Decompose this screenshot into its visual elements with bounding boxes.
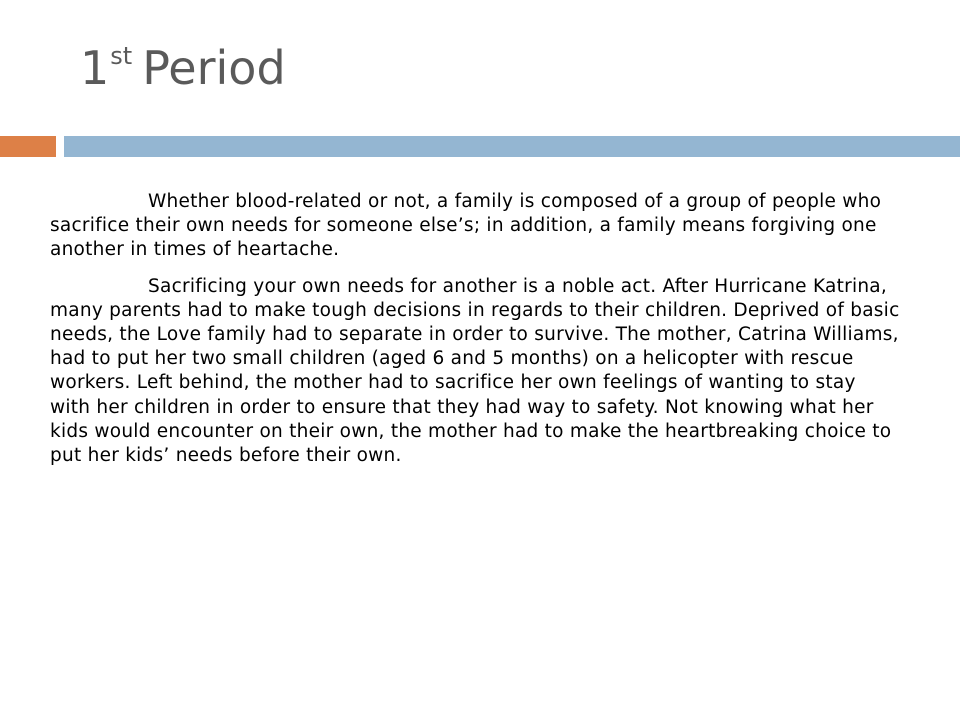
accent-bar-left xyxy=(0,136,56,157)
title-number: 1 xyxy=(80,41,110,95)
slide-body xyxy=(50,190,900,480)
title-word: Period xyxy=(142,41,286,95)
paragraph-1 xyxy=(50,190,900,263)
slide-title xyxy=(80,42,286,95)
paragraph-2-text: Sacrificing your own needs for another is a noble act. After Hurricane Katrina, many parents had to make tough decisions in regards to their children. Deprived of basic needs, the Love family had to separate in order to survive. The mother, Catrina Williams, had to put her two small children (aged 6 and 5 months) on a helicopter with rescue workers. Left behind, the mother had to sacrifice her own feelings of wanting to stay with her children in order to ensure that they had way to safety. Not knowing what her kids would encounter on their own, the mother had to make the heartbreaking choice to put her kids’ needs before their own. xyxy=(50,275,900,467)
paragraph-2 xyxy=(50,275,900,469)
paragraph-1-text: Whether blood-related or not, a family is composed of a group of people who sacrifice their own needs for someone else’s; in addition, a family means forgiving one another in times of heartache. xyxy=(50,191,882,261)
title-superscript: st xyxy=(110,42,133,70)
accent-bar-right xyxy=(64,136,960,157)
